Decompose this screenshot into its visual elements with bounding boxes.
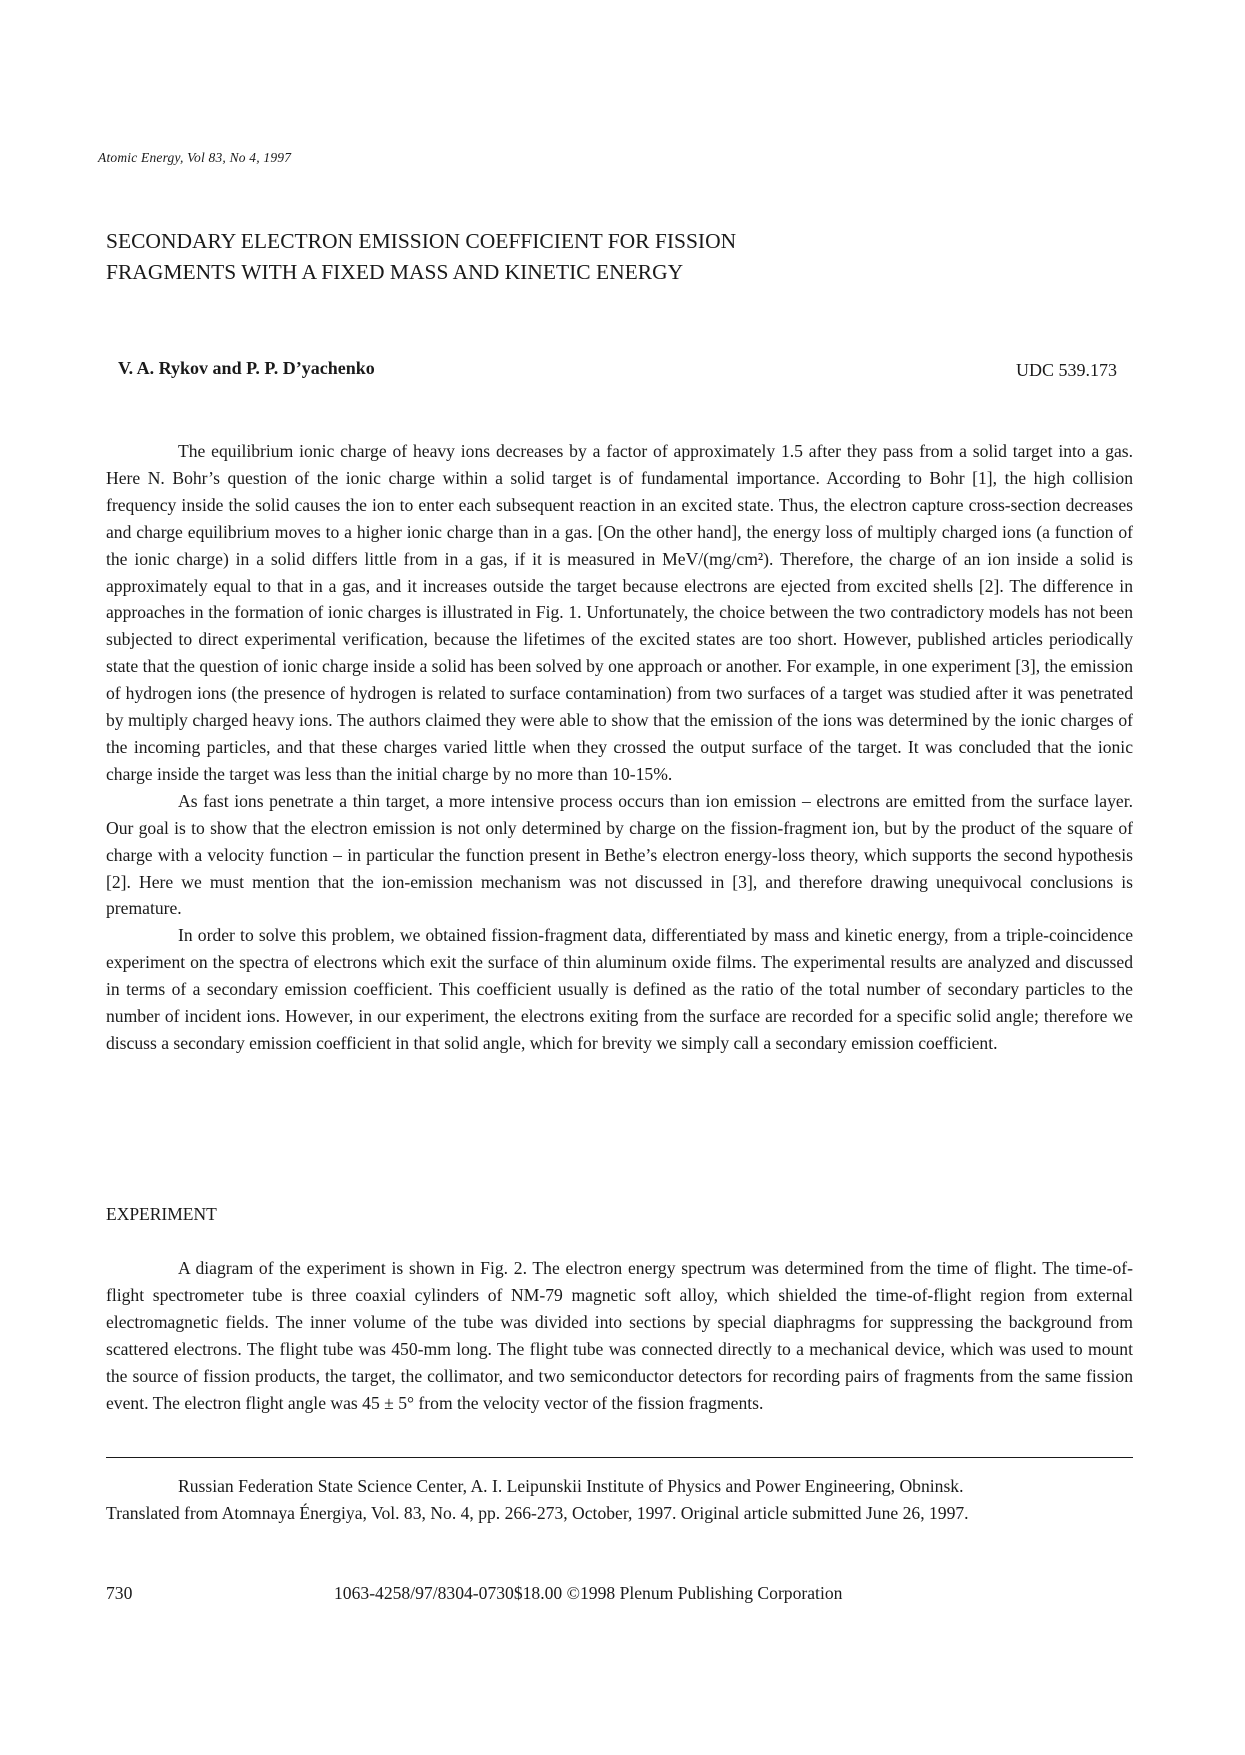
publisher-code: 1063-4258/97/8304-0730$18.00 ©1998 Plenum Publishing Corporation — [334, 1583, 843, 1603]
experiment-section — [106, 1255, 1133, 1416]
introduction-section — [106, 438, 1133, 1057]
affiliation-footnote — [106, 1473, 1133, 1527]
section-heading-experiment: EXPERIMENT — [106, 1204, 217, 1224]
author-list: V. A. Rykov and P. P. D’yachenko — [118, 358, 375, 378]
page-number: 730 — [106, 1583, 133, 1603]
intro-paragraph-1: The equilibrium ionic charge of heavy ions decreases by a factor of approximately 1.5 after they pass from a solid target into a gas. Here N. Bohr’s question of the ionic charge within a solid target is of fundamental importance. According to Bohr [1], the high collision frequency inside the solid causes the ion to enter each subsequent reaction in an excited state. Thus, the electron capture cross-section decreases and charge equilibrium moves to a higher ionic charge than in a gas. [On the other hand], the energy loss of multiply charged ions (a function of the ionic charge) in a solid differs little from in a gas, if it is measured in MeV/(mg/cm²). Therefore, the charge of an ion inside a solid is approximately equal to that in a gas, and it increases outside the target because electrons are ejected from excited shells [2]. The difference in approaches in the formation of ionic charges is illustrated in Fig. 1. Unfortunately, the choice between the two contradictory models has not been subjected to direct experimental verification, because the lifetimes of the excited states are too short. However, published articles periodically state that the question of ionic charge inside a solid has been solved by one approach or another. For example, in one experiment [3], the emission of hydrogen ions (the presence of hydrogen is related to surface contamination) from two surfaces of a target was studied after it was penetrated by multiply charged heavy ions. The authors claimed they were able to show that the emission of the ions was determined by the ionic charges of the incoming particles, and that these charges varied little when they crossed the output surface of the target. It was concluded that the ionic charge inside the target was less than the initial charge by no more than 10-15%. — [106, 441, 1133, 784]
title-line-1: SECONDARY ELECTRON EMISSION COEFFICIENT FOR FISSION — [106, 229, 737, 253]
intro-paragraph-2: As fast ions penetrate a thin target, a more intensive process occurs than ion emission – electrons are emitted from the surface layer. Our goal is to show that the electron emission is not only determined by charge on the fission-fragment ion, but by the product of the square of charge with a velocity function – in particular the function present in Bethe’s electron energy-loss theory, which supports the second hypothesis [2]. Here we must mention that the ion-emission mechanism was not discussed in [3], and therefore drawing unequivocal conclusions is premature. — [106, 790, 1133, 919]
experiment-paragraph: A diagram of the experiment is shown in Fig. 2. The electron energy spectrum was determined from the time of flight. The time-of-flight spectrometer tube is three coaxial cylinders of NM-79 magnetic soft alloy, which shielded the time-of-flight region from external electromagnetic fields. The inner volume of the tube was divided into sections by special diaphragms for suppressing the background from scattered electrons. The flight tube was 450-mm long. The flight tube was connected directly to a mechanical device, which was used to mount the source of fission products, the target, the collimator, and two semiconductor detectors for recording pairs of fragments from the same fission event. The electron flight angle was 45 ± 5° from the velocity vector of the fission fragments. — [106, 1258, 1133, 1413]
journal-citation: Atomic Energy, Vol 83, No 4, 1997 — [98, 150, 292, 165]
translation-line: Translated from Atomnaya Énergiya, Vol. 83, No. 4, pp. 266-273, October, 1997. Original article submitted June 26, 1997. — [106, 1503, 969, 1523]
footnote-divider — [106, 1457, 1133, 1458]
title-line-2: FRAGMENTS WITH A FIXED MASS AND KINETIC ENERGY — [106, 260, 684, 284]
intro-paragraph-3: In order to solve this problem, we obtained fission-fragment data, differentiated by mass and kinetic energy, from a triple-coincidence experiment on the spectra of electrons which exit the surface of thin aluminum oxide films. The experimental results are analyzed and discussed in terms of a secondary emission coefficient. This coefficient usually is defined as the ratio of the total number of secondary particles to the number of incident ions. However, in our experiment, the electrons exiting from the surface are recorded for a specific solid angle; therefore we discuss a secondary emission coefficient in that solid angle, which for brevity we simply call a secondary emission coefficient. — [106, 925, 1133, 1053]
udc-code: UDC 539.173 — [1015, 360, 1117, 380]
article-title — [106, 226, 1006, 288]
affiliation-line: Russian Federation State Science Center, A. I. Leipunskii Institute of Physics and Power Engineering, Obninsk. — [178, 1476, 964, 1496]
